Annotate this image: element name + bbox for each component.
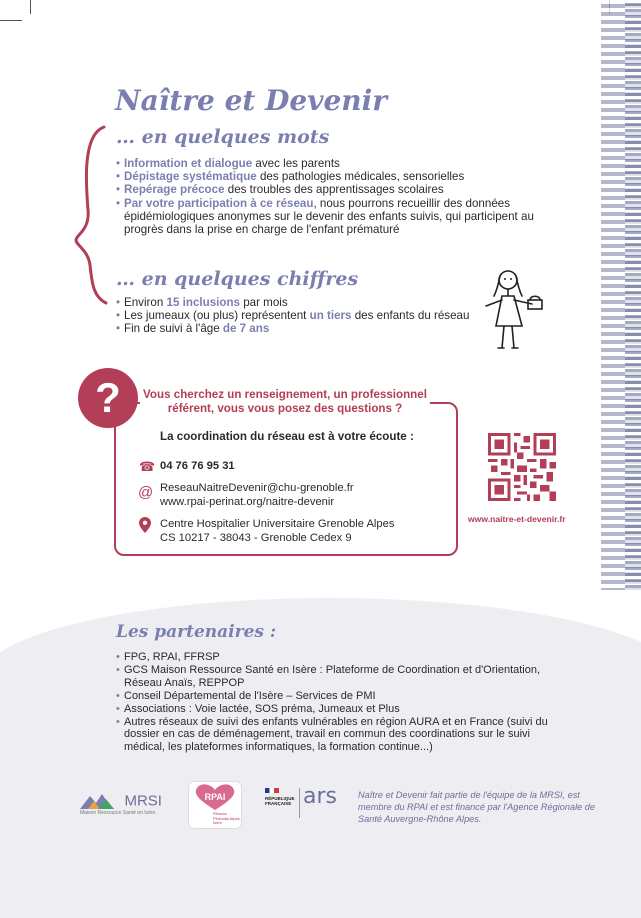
crop-mark — [30, 0, 31, 14]
location-pin-icon — [139, 517, 151, 533]
decorative-stripes-dark — [625, 0, 641, 590]
partners-list — [116, 651, 556, 754]
phone-icon: ☎ — [139, 459, 156, 474]
list-item: • Information et dialogue avec les parents — [116, 157, 556, 170]
website-link[interactable]: www.rpai-perinat.org/naitre-devenir — [160, 496, 335, 508]
child-drawing-illustration — [478, 262, 550, 354]
french-flag-icon — [265, 788, 279, 793]
list-item: • Fin de suivi à l'âge de 7 ans — [116, 322, 486, 335]
qr-website-link[interactable]: www.naitre-et-devenir.fr — [468, 514, 566, 524]
mrsi-mountains-icon — [80, 793, 120, 809]
list-item: • Dépistage systématique des pathologies médicales, sensorielles — [116, 170, 556, 183]
phone-number[interactable]: 04 76 76 95 31 — [160, 460, 235, 472]
brace-decoration — [74, 125, 114, 305]
ars-logo: RÉPUBLIQUE FRANÇAISE ars — [265, 788, 345, 824]
figures-list — [116, 296, 486, 336]
list-item: • Conseil Départemental de l'Isère – Services de PMI — [116, 690, 556, 703]
page-title: Naître et Devenir — [115, 84, 388, 117]
address-line-1: Centre Hospitalier Universitaire Grenoble Alpes — [160, 518, 395, 530]
words-list — [116, 157, 556, 236]
at-icon: @ — [138, 484, 154, 501]
mrsi-subtitle: Maison Ressource Santé en Isère — [80, 810, 156, 816]
coordination-label: La coordination du réseau est à votre écoute : — [160, 430, 414, 443]
mrsi-logo: MRSI Maison Ressource Santé en Isère — [80, 792, 170, 816]
rpai-logo: RPAI Réseau Périnatal Alpes-Isère — [188, 781, 242, 829]
footer-note: Naître et Devenir fait partie de l'équipe de la MRSI, est membre du RPAI et est financé par l'Agence Régionale de Santé Auvergne-Rhône Alpes. — [358, 790, 596, 824]
list-item: • Par votre participation à ce réseau, nous pourrons recueillir des données épidémiologiques anonymes sur le devenir des enfants suivis, qui participent au progrès dans la prise en charge de l'enfant prématuré — [116, 197, 556, 237]
question-icon: ? — [78, 368, 138, 428]
list-item: • Repérage précoce des troubles des apprentissages scolaires — [116, 183, 556, 196]
partners-background — [0, 598, 641, 918]
list-item: • Associations : Voie lactée, SOS préma, Jumeaux et Plus — [116, 703, 556, 716]
list-item: • Environ 15 inclusions par mois — [116, 296, 486, 309]
list-item: • Autres réseaux de suivi des enfants vulnérables en région AURA et en France (suivi du dossier en cas de déménagement, travail en commun des coordinations sur le suivi médical, les plateformes informatiques, la formation continue...) — [116, 716, 556, 755]
list-item: • GCS Maison Ressource Santé en Isère : Plateforme de Coordination et d'Orientation, Réseau Anaïs, REPPOP — [116, 664, 556, 690]
qr-code[interactable] — [488, 433, 556, 501]
crop-mark — [0, 20, 22, 21]
list-item: • FPG, RPAI, FFRSP — [116, 651, 556, 664]
address-line-2: CS 10217 - 38043 - Grenoble Cedex 9 — [160, 532, 352, 544]
help-question: Vous cherchez un renseignement, un professionnel référent, vous vous posez des questions ? — [140, 388, 430, 416]
list-item: • Les jumeaux (ou plus) représentent un tiers des enfants du réseau — [116, 309, 486, 322]
partners-heading: Les partenaires : — [116, 622, 277, 642]
section-figures-heading: … en quelques chiffres — [116, 268, 359, 290]
section-words-heading: … en quelques mots — [116, 126, 330, 148]
logo-divider — [299, 788, 300, 818]
email-link[interactable]: ReseauNaitreDevenir@chu-grenoble.fr — [160, 482, 354, 494]
